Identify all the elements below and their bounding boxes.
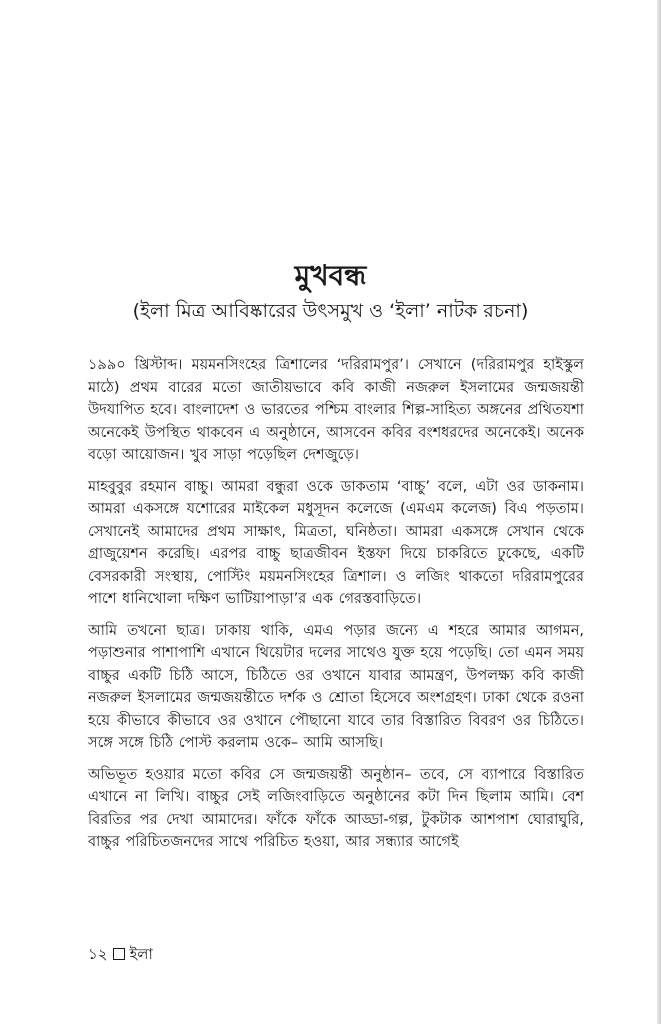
paragraph: ১৯৯০ খ্রিস্টাব্দ। ময়মনসিংহের ত্রিশালের ‘দরিরামপুর’। সেখানে (দরিরামপুর হাইস্কুল মাঠে) প্রথম বারের মতো জাতীয়ভাবে কবি কাজী নজরুল ইসলামের জন্মজয়ন্তী উদযাপিত হবে। বাংলাদেশ ও ভারতের পশ্চিম বাংলার শিল্প-সাহিত্য অঙ্গনের প্রথিতযশা অনেকেই উপস্থিত থাকবেন এ অনুষ্ঠানে, আসবেন কবির বংশধরদের অনেকেই। অনেক বড়ো আয়োজন। খুব সাড়া পড়েছিল দেশজুড়ে।	[88, 357, 584, 463]
paragraph: মাহবুবুর রহমান বাচ্চু। আমরা বন্ধুরা ওকে ডাকতাম ‘বাচ্চু’ বলে, এটা ওর ডাকনাম। আমরা একসঙ্গে যশোরের মাইকেল মধুসূদন কলেজে (এমএম কলেজ) বিএ পড়তাম। সেখানেই আমাদের প্রথম সাক্ষাৎ, মিত্রতা, ঘনিষ্ঠতা। আমরা একসঙ্গে সেখান থেকে গ্রাজুয়েশন করেছি। এরপর বাচ্চু ছাত্রজীবন ইস্তফা দিয়ে চাকরিতে ঢুকেছে, একটি বেসরকারী সংস্থায়, পোস্টিং ময়মনসিংহের ত্রিশাল। ও লজিং থাকতো দরিরামপুরের পাশে ধানিখোলা দক্ষিণ ভাটিয়াপাড়া’র এক গেরস্তবাড়িতে।	[88, 478, 584, 607]
paragraph: অভিভূত হওয়ার মতো কবির সে জন্মজয়ন্তী অনুষ্ঠান– তবে, সে ব্যাপারে বিস্তারিত এখানে না লিখি। বাচ্চুর সেই লজিংবাড়িতে অনুষ্ঠানের কটা দিন ছিলাম আমি। বেশ বিরতির পর দেখা আমাদের। ফাঁকে ফাঁকে আড্ডা-গল্প, টুকটাক আশপাশ ঘোরাঘুরি, বাচ্চুর পরিচিতজনদের সাথে পরিচিত হওয়া, আর সন্ধ্যার আগেই	[88, 766, 584, 850]
chapter-subtitle: (ইলা মিত্র আবিষ্কারের উৎসমুখ ও ‘ইলা’ নাটক রচনা)	[132, 300, 529, 322]
body-text	[88, 354, 584, 863]
chapter-title: মুখবন্ধ	[294, 259, 367, 292]
running-book-title: ইলা	[129, 945, 153, 963]
page-edge	[657, 0, 661, 1024]
paragraph: আমি তখনো ছাত্র। ঢাকায় থাকি, এমএ পড়ার জন্যে এ শহরে আমার আগমন, পড়াশুনার পাশাপাশি এখানে থিয়েটার দলের সাথেও যুক্ত হয়ে পড়েছি। তো এমন সময় বাচ্চুর একটি চিঠি আসে, চিঠিতে ওর ওখানে যাবার আমন্ত্রণ, উপলক্ষ্য কবি কাজী নজরুল ইসলামের জন্মজয়ন্তীতে দর্শক ও শ্রোতা হিসেবে অংশগ্রহণ। ঢাকা থেকে রওনা হয়ে কীভাবে কীভাবে ওর ওখানে পৌছানো যাবে তার বিস্তারিত বিবরণ ওর চিঠিতে। সঙ্গে সঙ্গে চিঠি পোস্ট করলাম ওকে– আমি আসছি।	[88, 622, 584, 751]
page-number: ১২	[88, 945, 108, 963]
page-footer	[88, 944, 153, 964]
square-separator-icon	[113, 948, 125, 960]
